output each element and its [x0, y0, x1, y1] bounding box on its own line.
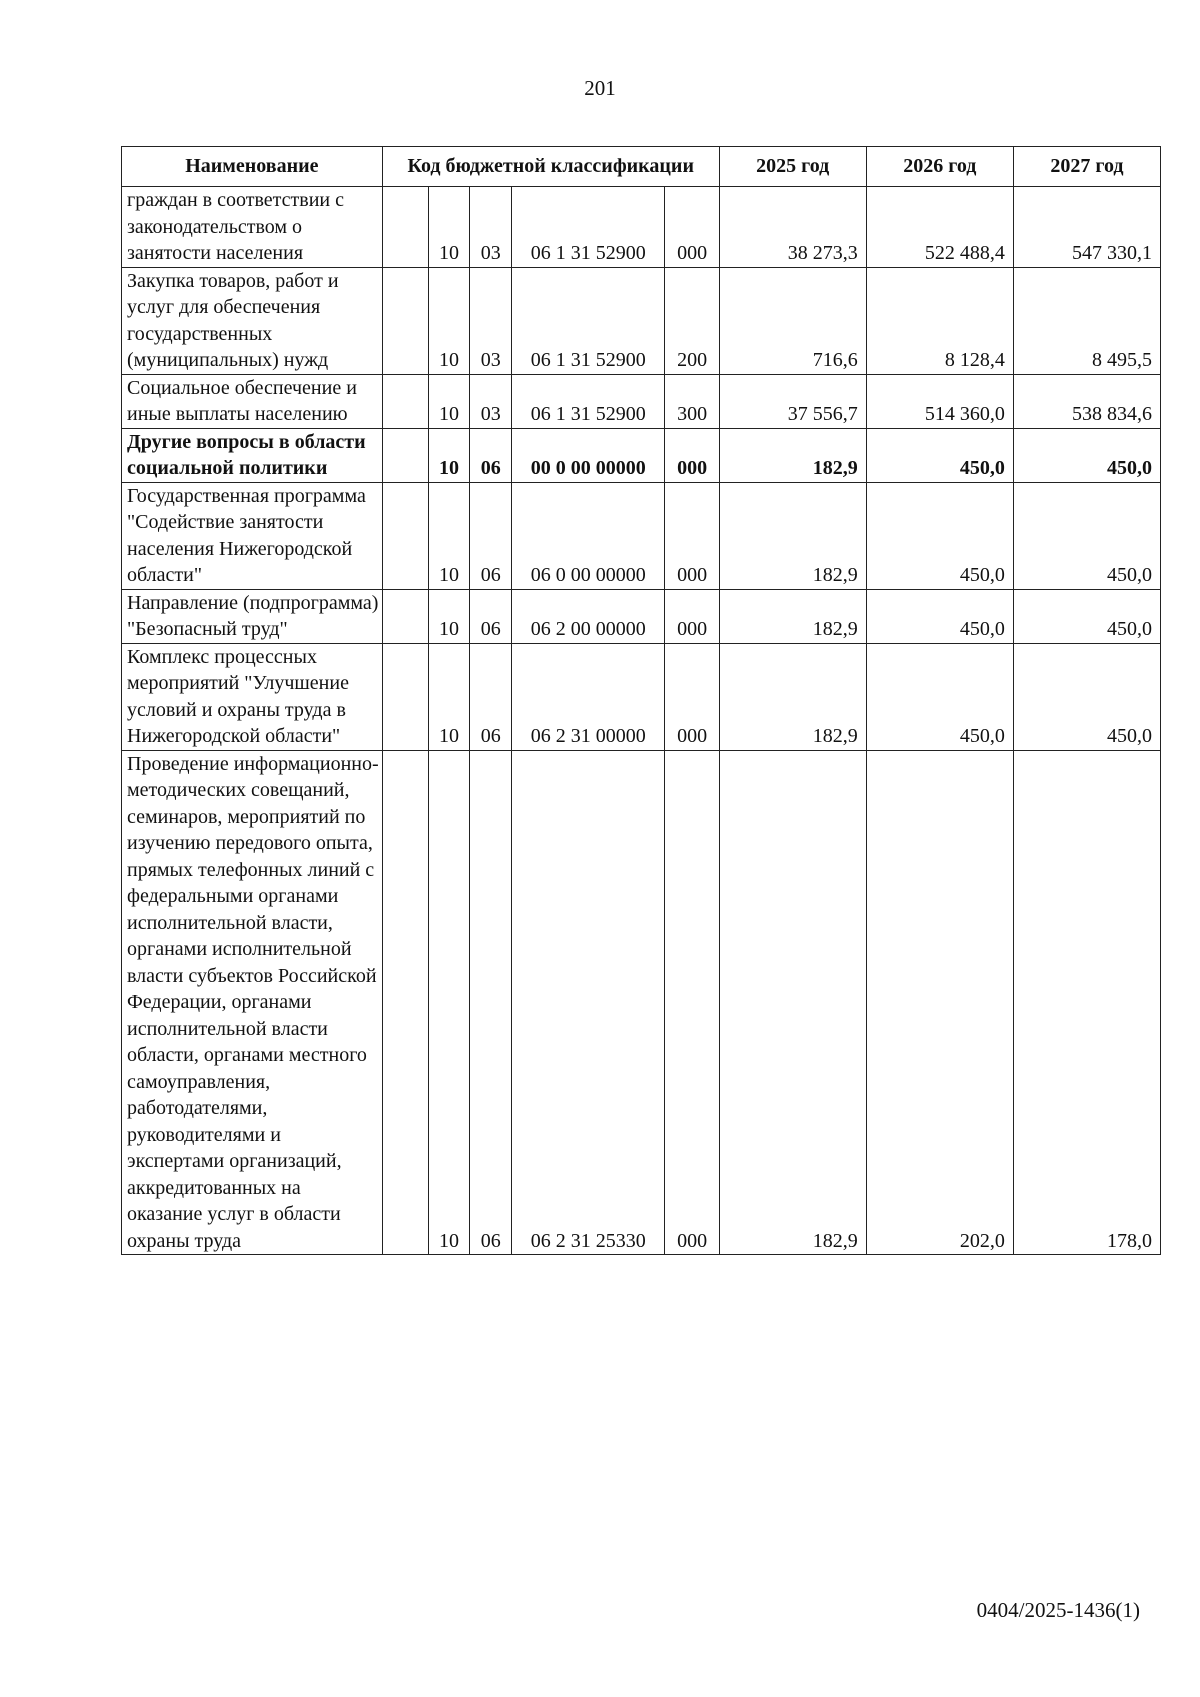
table-row	[122, 267, 1161, 374]
row-name: Комплекс процессных мероприятий "Улучшение условий и охраны труда в Нижегородской области"	[122, 643, 383, 750]
row-section: 10	[428, 428, 470, 482]
row-section: 10	[428, 643, 470, 750]
header-2026: 2026 год	[866, 147, 1013, 187]
row-2026: 522 488,4	[866, 187, 1013, 268]
row-target-code: 06 1 31 52900	[512, 374, 665, 428]
row-subsection: 06	[470, 589, 512, 643]
row-name: Другие вопросы в области социальной политики	[122, 428, 383, 482]
row-section: 10	[428, 267, 470, 374]
row-subsection: 03	[470, 374, 512, 428]
header-name: Наименование	[122, 147, 383, 187]
row-2027: 178,0	[1013, 750, 1160, 1255]
row-expense-type: 000	[665, 643, 719, 750]
row-blank-cell	[382, 750, 428, 1255]
row-2025: 182,9	[719, 428, 866, 482]
header-code: Код бюджетной классификации	[382, 147, 719, 187]
row-2026: 8 128,4	[866, 267, 1013, 374]
row-target-code: 06 2 31 25330	[512, 750, 665, 1255]
row-subsection: 03	[470, 187, 512, 268]
table-header-row	[122, 147, 1161, 187]
row-subsection: 03	[470, 267, 512, 374]
row-expense-type: 000	[665, 428, 719, 482]
header-2027: 2027 год	[1013, 147, 1160, 187]
page-number: 201	[584, 76, 616, 100]
row-blank-cell	[382, 589, 428, 643]
row-2025: 37 556,7	[719, 374, 866, 428]
row-target-code: 06 1 31 52900	[512, 267, 665, 374]
document-code: 0404/2025-1436(1)	[976, 1598, 1140, 1622]
row-target-code: 00 0 00 00000	[512, 428, 665, 482]
row-target-code: 06 1 31 52900	[512, 187, 665, 268]
table-row	[122, 374, 1161, 428]
row-target-code: 06 2 31 00000	[512, 643, 665, 750]
row-expense-type: 000	[665, 482, 719, 589]
row-2025: 716,6	[719, 267, 866, 374]
row-2026: 514 360,0	[866, 374, 1013, 428]
row-2027: 450,0	[1013, 482, 1160, 589]
row-section: 10	[428, 482, 470, 589]
row-2026: 202,0	[866, 750, 1013, 1255]
row-expense-type: 300	[665, 374, 719, 428]
row-name: Направление (подпрограмма) "Безопасный труд"	[122, 589, 383, 643]
table-row	[122, 750, 1161, 1255]
row-name: Закупка товаров, работ и услуг для обеспечения государственных (муниципальных) нужд	[122, 267, 383, 374]
row-2027: 450,0	[1013, 428, 1160, 482]
row-blank-cell	[382, 643, 428, 750]
row-target-code: 06 0 00 00000	[512, 482, 665, 589]
row-subsection: 06	[470, 482, 512, 589]
row-subsection: 06	[470, 428, 512, 482]
row-2027: 547 330,1	[1013, 187, 1160, 268]
header-2025: 2025 год	[719, 147, 866, 187]
row-name: Государственная программа "Содействие занятости населения Нижегородской области"	[122, 482, 383, 589]
row-blank-cell	[382, 374, 428, 428]
row-expense-type: 000	[665, 589, 719, 643]
table-row	[122, 428, 1161, 482]
row-section: 10	[428, 374, 470, 428]
row-2026: 450,0	[866, 428, 1013, 482]
row-2025: 182,9	[719, 482, 866, 589]
row-2025: 182,9	[719, 589, 866, 643]
row-2027: 450,0	[1013, 643, 1160, 750]
row-subsection: 06	[470, 643, 512, 750]
row-expense-type: 000	[665, 187, 719, 268]
row-2025: 182,9	[719, 750, 866, 1255]
row-name: Социальное обеспечение и иные выплаты населению	[122, 374, 383, 428]
table-row	[122, 482, 1161, 589]
row-blank-cell	[382, 187, 428, 268]
row-blank-cell	[382, 428, 428, 482]
row-2026: 450,0	[866, 643, 1013, 750]
row-name: граждан в соответствии с законодательством о занятости населения	[122, 187, 383, 268]
row-2027: 450,0	[1013, 589, 1160, 643]
row-blank-cell	[382, 267, 428, 374]
row-name: Проведение информационно-методических совещаний, семинаров, мероприятий по изучению передового опыта, прямых телефонных линий с федеральными органами исполнительной власти, органами исполнительной власти субъектов Российской Федерации, органами исполнительной власти области, органами местного самоуправления, работодателями, руководителями и экспертами организаций, аккредитованных на оказание услуг в области охраны труда	[122, 750, 383, 1255]
row-expense-type: 000	[665, 750, 719, 1255]
table-row	[122, 187, 1161, 268]
row-target-code: 06 2 00 00000	[512, 589, 665, 643]
row-2027: 8 495,5	[1013, 267, 1160, 374]
row-2026: 450,0	[866, 482, 1013, 589]
row-2025: 182,9	[719, 643, 866, 750]
row-2025: 38 273,3	[719, 187, 866, 268]
budget-table	[121, 146, 1161, 1255]
table-row	[122, 589, 1161, 643]
row-subsection: 06	[470, 750, 512, 1255]
row-section: 10	[428, 589, 470, 643]
row-section: 10	[428, 187, 470, 268]
row-blank-cell	[382, 482, 428, 589]
table-row	[122, 643, 1161, 750]
row-section: 10	[428, 750, 470, 1255]
row-2026: 450,0	[866, 589, 1013, 643]
row-2027: 538 834,6	[1013, 374, 1160, 428]
row-expense-type: 200	[665, 267, 719, 374]
